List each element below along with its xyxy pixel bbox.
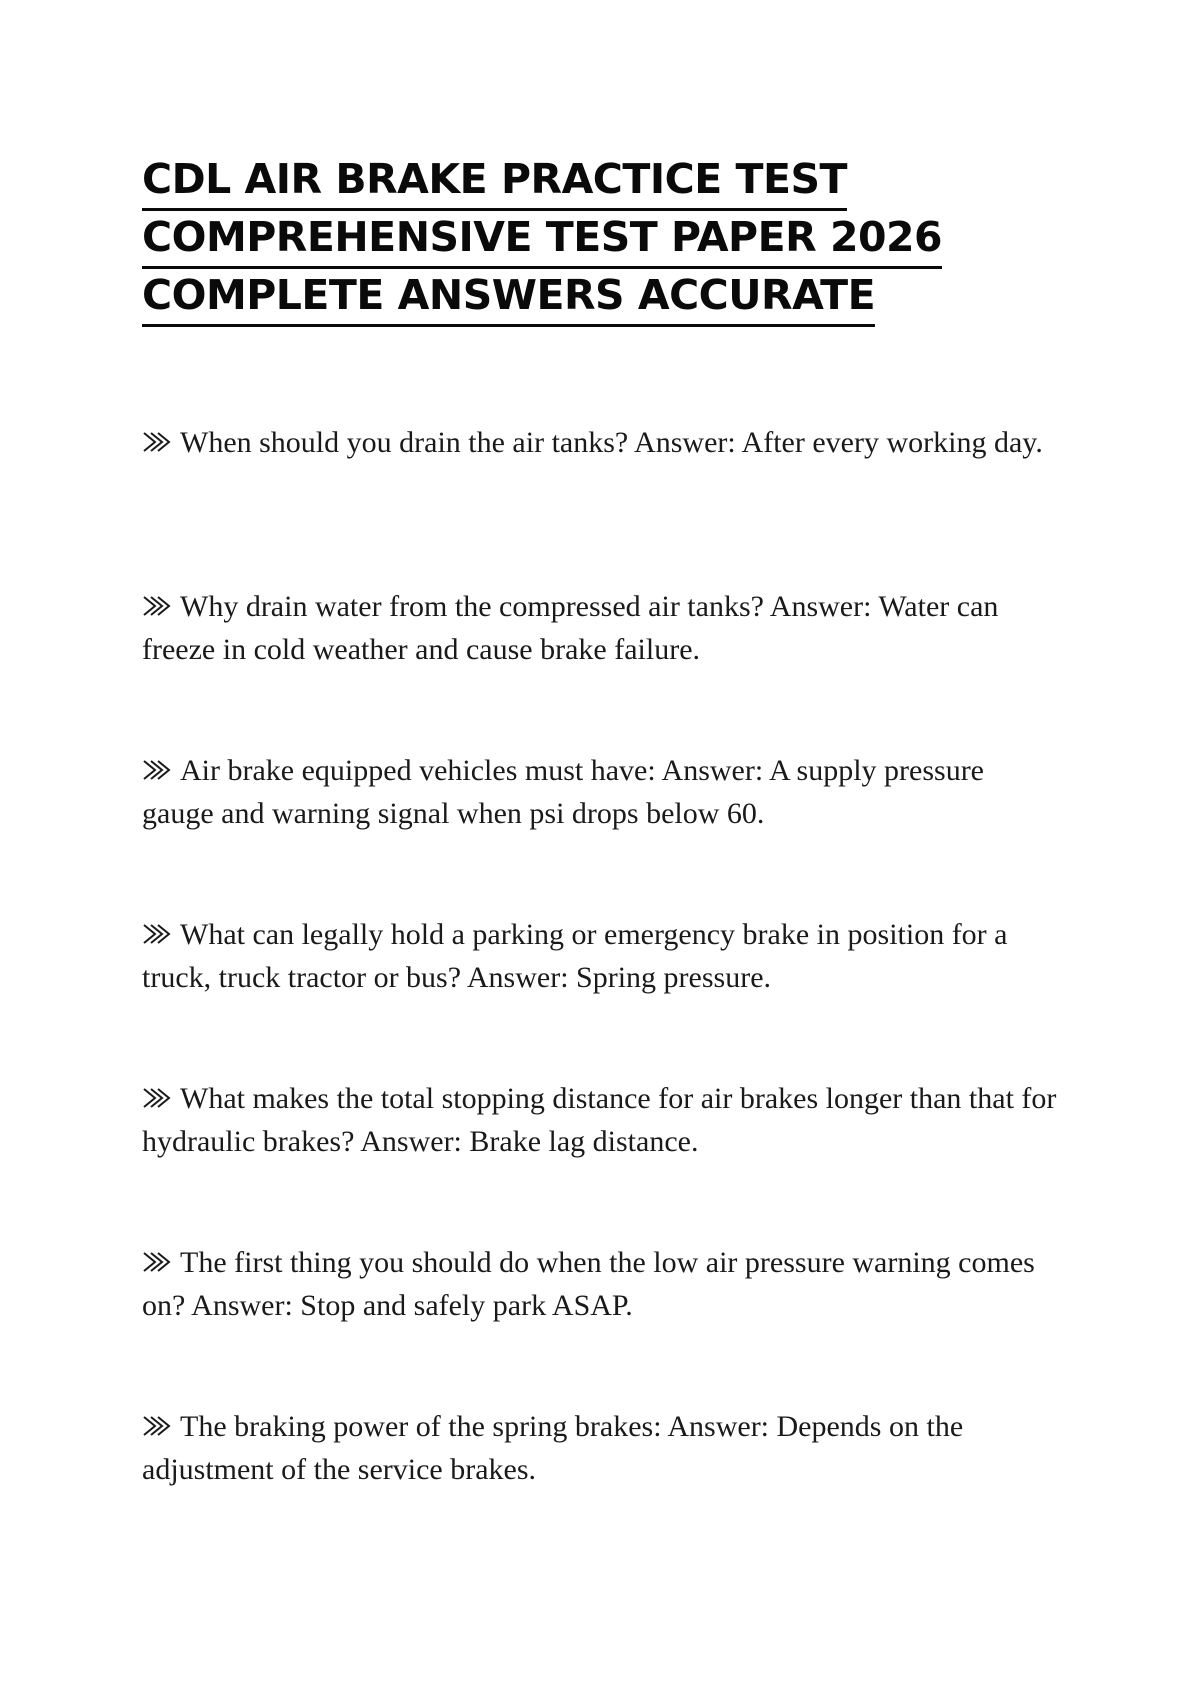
qa-text: The first thing you should do when the low air pressure warning comes on? Answer: Stop and safely park ASAP. — [142, 1246, 1035, 1322]
triple-chevron-right-icon — [142, 922, 172, 946]
qa-list — [142, 421, 1062, 1569]
list-item — [142, 1241, 1062, 1405]
title-line: COMPREHENSIVE TEST PAPER 2026 — [142, 208, 942, 269]
title-line: CDL AIR BRAKE PRACTICE TEST — [142, 150, 847, 211]
list-item — [142, 1077, 1062, 1241]
list-item — [142, 749, 1062, 913]
list-item — [142, 585, 1062, 749]
list-item — [142, 421, 1062, 585]
triple-chevron-right-icon — [142, 1086, 172, 1110]
triple-chevron-right-icon — [142, 594, 172, 618]
list-item — [142, 913, 1062, 1077]
qa-text: What makes the total stopping distance for air brakes longer than that for hydraulic brakes? Answer: Brake lag distance. — [142, 1082, 1057, 1158]
qa-text: The braking power of the spring brakes: Answer: Depends on the adjustment of the service brakes. — [142, 1410, 964, 1486]
triple-chevron-right-icon — [142, 1250, 172, 1274]
document-title — [142, 150, 1082, 324]
list-item — [142, 1405, 1062, 1569]
qa-text: What can legally hold a parking or emergency brake in position for a truck, truck tractor or bus? Answer: Spring pressure. — [142, 918, 1008, 994]
qa-text: When should you drain the air tanks? Answer: After every working day. — [180, 426, 1043, 459]
qa-text: Air brake equipped vehicles must have: Answer: A supply pressure gauge and warning signal when psi drops below 60. — [142, 754, 984, 830]
title-line: COMPLETE ANSWERS ACCURATE — [142, 266, 875, 327]
triple-chevron-right-icon — [142, 758, 172, 782]
triple-chevron-right-icon — [142, 430, 172, 454]
triple-chevron-right-icon — [142, 1414, 172, 1438]
qa-text: Why drain water from the compressed air tanks? Answer: Water can freeze in cold weather and cause brake failure. — [142, 590, 999, 666]
